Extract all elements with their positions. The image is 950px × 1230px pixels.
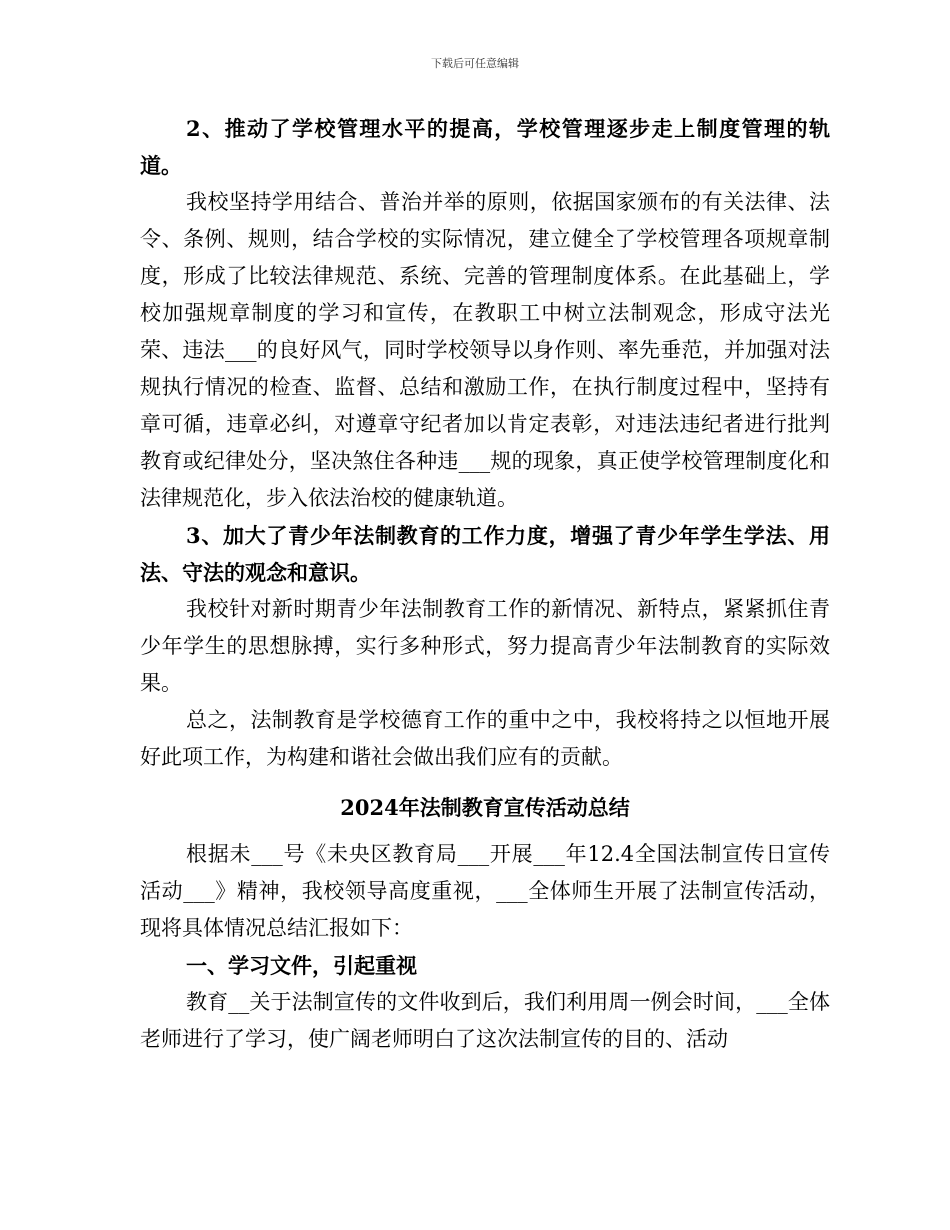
document-page: [140, 110, 830, 1058]
document-title: 2024年法制教育宣传活动总结: [340, 795, 630, 820]
header-note: 下载后可任意编辑: [431, 57, 519, 70]
section1-heading: 一、学习文件，引起重视: [186, 953, 417, 978]
section3-heading: 3、加大了青少年法制教育的工作力度，增强了青少年学生学法、用法、守法的观念和意识。: [140, 523, 830, 585]
section2-body: 我校坚持学用结合、普治并举的原则，依据国家颁布的有关法律、法令、条例、规则，结合学校的实际情况，建立健全了学校管理各项规章制度，形成了比较法律规范、系统、完善的管理制度体系。在此基础上，学校加强规章制度的学习和宣传，在教职工中树立法制观念，形成守法光荣、违法___的良好风气，同时学校领导以身作则、率先垂范，并加强对法规执行情况的检查、监督、总结和激励工作，在执行制度过程中，坚持有章可循，违章必纠，对遵章守纪者加以肯定表彰，对违法违纪者进行批判教育或纪律处分，坚决煞住各种违___规的现象，真正使学校管理制度化和法律规范化，步入依法治校的健康轨道。: [140, 190, 830, 510]
conclusion-paragraph: 总之，法制教育是学校德育工作的重中之中，我校将持之以恒地开展好此项工作，为构建和谐社会做出我们应有的贡献。: [140, 708, 830, 769]
section1-body: 教育__关于法制宣传的文件收到后，我们利用周一例会时间，___全体老师进行了学习，使广阔老师明白了这次法制宣传的目的、活动: [140, 990, 830, 1051]
section2-heading: 2、推动了学校管理水平的提高，学校管理逐步走上制度管理的轨道。: [140, 116, 830, 178]
section3-body: 我校针对新时期青少年法制教育工作的新情况、新特点，紧紧抓住青少年学生的思想脉搏，实行多种形式，努力提高青少年法制教育的实际效果。: [140, 597, 830, 695]
intro-paragraph: 根据未___号《未央区教育局___开展___年12.4全国法制宣传日宣传活动___》精神，我校领导高度重视，___全体师生开展了法制宣传活动，现将具体情况总结汇报如下：: [140, 842, 830, 940]
